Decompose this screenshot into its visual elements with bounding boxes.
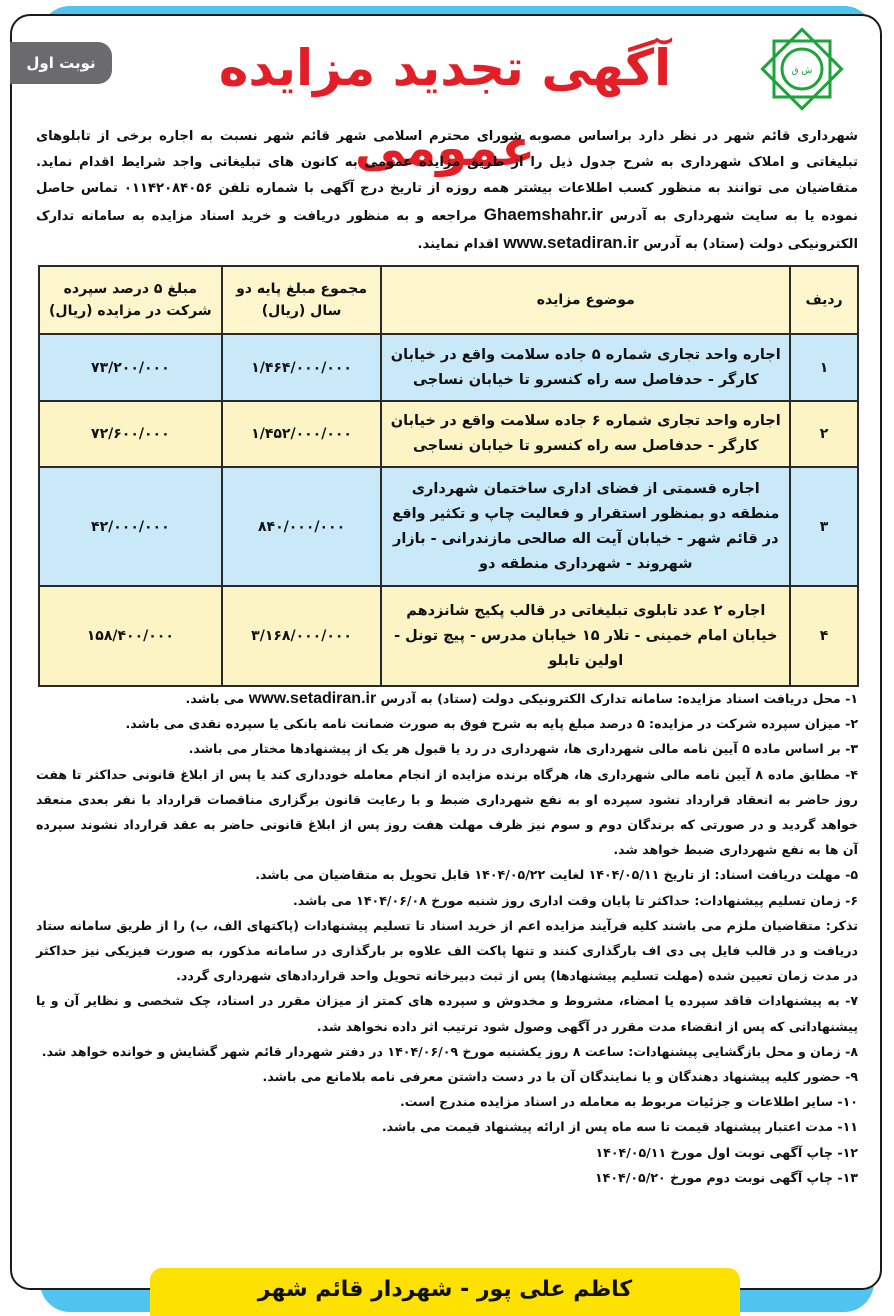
setad-website-link[interactable]: www.setadiran.ir <box>248 690 377 707</box>
row-deposit: ۴۲/۰۰۰/۰۰۰ <box>39 467 222 586</box>
note-8: ۸- زمان و محل بازگشایی پیشنهادات: ساعت ۸ روز یکشنبه مورخ ۱۴۰۴/۰۶/۰۹ در دفتر شهردار قائم شهر گشایش و خوانده خواهد شد. <box>41 1043 858 1059</box>
row-subject: اجاره واحد تجاری شماره ۵ جاده سلامت واقع در خیابان کارگر - حدفاصل سه راه کنسرو تا خیابان نساجی <box>381 334 790 401</box>
note-12: ۱۲- چاپ آگهی نوبت اول مورخ ۱۴۰۴/۰۵/۱۱ <box>595 1144 858 1160</box>
row-base-amount: ۱/۴۶۴/۰۰۰/۰۰۰ <box>222 334 382 401</box>
row-deposit: ۷۲/۶۰۰/۰۰۰ <box>39 401 222 467</box>
note-3: ۳- بر اساس ماده ۵ آیین نامه مالی شهرداری ها، شهرداری در رد یا قبول هر یک از پیشنهادها مختار می باشد. <box>188 741 858 757</box>
row-deposit: ۱۵۸/۴۰۰/۰۰۰ <box>39 586 222 686</box>
row-number: ۳ <box>790 467 858 586</box>
note-7: ۷- به پیشنهادات فاقد سپرده یا امضاء، مشروط و مخدوش و سپرده های کمتر از میزان مقرر در اسناد، چک شخصی و نظایر آن و یا پیشنهاداتی که پس از انقضاء مدت مقرر در آگهی وصول شود ترتیب اثر داده نخواهد شد. <box>36 993 858 1034</box>
table-header-row <box>39 266 858 334</box>
intro-paragraph <box>36 124 858 258</box>
note-13: ۱۳- چاپ آگهی نوبت دوم مورخ ۱۴۰۴/۰۵/۲۰ <box>595 1169 858 1185</box>
first-publication-badge: نوبت اول <box>10 42 112 84</box>
row-base-amount: ۸۴۰/۰۰۰/۰۰۰ <box>222 467 382 586</box>
table-row <box>39 467 858 586</box>
reminder-note: تذکر: متقاضیان ملزم می باشند کلیه فرآیند مزایده اعم از خرید اسناد تا تسلیم پیشنهادات (پاکتهای الف، ب) را از طریق سامانه ستاد دریافت و در قالب فایل پی دی اف بارگذاری کنند و تنها پاکت الف علاوه بر بارگذاری در سامانه مذکور، به صورت فیزیکی نیز حداکثر در مدت زمان تعیین شده (مهلت تسلیم پیشنهادها) پس از ثبت دبیرخانه تحویل واحد قراردادهای شهرداری گردد. <box>36 917 858 984</box>
note-6: ۶- زمان تسلیم پیشنهادات: حداکثر تا پایان وقت اداری روز شنبه مورخ ۱۴۰۴/۰۶/۰۸ می باشد. <box>292 892 858 908</box>
row-subject: اجاره واحد تجاری شماره ۶ جاده سلامت واقع در خیابان کارگر - حدفاصل سه راه کنسرو تا خیابان نساجی <box>381 401 790 467</box>
svg-text:ش ق: ش ق <box>791 66 813 76</box>
note-2: ۲- میزان سپرده شرکت در مزایده: ۵ درصد مبلغ پایه به شرح فوق به صورت ضمانت نامه بانکی یا سپرده نقدی می باشد. <box>125 716 858 732</box>
note-1 <box>36 686 858 711</box>
note-9: ۹- حضور کلیه پیشنهاد دهندگان و یا نمایندگان آن با در دست داشتن معرفی نامه بلامانع می باشد. <box>262 1069 858 1085</box>
row-subject: اجاره ۲ عدد تابلوی تبلیغاتی در قالب پکیج شانزدهم خیابان امام خمینی - تلار ۱۵ خیابان مدرس - پیچ تونل - اولین تابلو <box>381 586 790 686</box>
intro-text: شهرداری قائم شهر در نظر دارد براساس مصوبه شورای محترم اسلامی شهر قائم شهر نسبت به اجاره برخی از تابلوهای تبلیغاتی و املاک شهرداری به شرح جدول ذیل را از طریق مزایده عمومی به کانون های تبلیغاتی واجد شرایط اقدام نماید. متقاضیان می توانند به منظور کسب اطلاعات بیشتر همه روزه از تاریخ درج آگهی با شماره تلفن ۰۱۱۴۲۰۸۴۰۵۶ تماس حاصل نموده یا به سایت شهرداری به آدرس <box>36 129 858 224</box>
note-5: ۵- مهلت دریافت اسناد: از تاریخ ۱۴۰۴/۰۵/۱۱ لغایت ۱۴۰۴/۰۵/۲۲ قابل تحویل به متقاضیان می باشد. <box>255 867 858 883</box>
header-deposit: مبلغ ۵ درصد سپرده شرکت در مزایده (ریال) <box>39 266 222 334</box>
row-number: ۴ <box>790 586 858 686</box>
municipality-website-link[interactable]: Ghaemshahr.ir <box>483 205 603 224</box>
note-11: ۱۱- مدت اعتبار پیشنهاد قیمت تا سه ماه پس از ارائه پیشنهاد قیمت می باشد. <box>381 1119 858 1135</box>
conditions-list <box>36 686 858 1190</box>
header-subject: موضوع مزایده <box>381 266 790 334</box>
note-10: ۱۰- سایر اطلاعات و جزئیات مربوط به معامله در اسناد مزایده مندرج است. <box>399 1094 858 1110</box>
header-row-number: ردیف <box>790 266 858 334</box>
table-row <box>39 586 858 686</box>
note-4: ۴- مطابق ماده ۸ آیین نامه مالی شهرداری ها، هرگاه برنده مزایده از انجام معامله خودداری کند یا پس از ابلاغ قانونی حداکثر تا هفت روز حاضر به انعقاد قرارداد نشود سپرده او به نفع شهرداری ضبط و با رعایت قانون برگزاری مناقصات قرارداد با نفر بعدی منعقد خواهد گردید و در صورتی که برندگان دوم و سوم نیز ظرف مهلت هفت روز پس از ابلاغ قانونی حاضر به عقد قرارداد نشوند سپرده آن ها به نفع شهرداری ضبط خواهد شد. <box>36 766 858 858</box>
row-base-amount: ۱/۴۵۲/۰۰۰/۰۰۰ <box>222 401 382 467</box>
row-number: ۱ <box>790 334 858 401</box>
intro-text-2: مراجعه و به منظور دریافت و خرید اسناد مزایده به سامانه تدارک الکترونیکی دولت (ستاد) به آدرس <box>36 209 858 252</box>
row-deposit: ۷۳/۲۰۰/۰۰۰ <box>39 334 222 401</box>
header-base-amount: مجموع مبلغ پایه دو سال (ریال) <box>222 266 382 334</box>
row-number: ۲ <box>790 401 858 467</box>
setad-website-link[interactable]: www.setadiran.ir <box>503 233 639 252</box>
page-title: آگهی تجدید مزایده عمومی <box>218 39 672 177</box>
note-1-end: می باشد. <box>185 691 245 706</box>
intro-text-3: اقدام نمایند. <box>417 237 499 252</box>
row-subject: اجاره قسمتی از فضای اداری ساختمان شهرداری منطقه دو بمنظور استقرار و فعالیت چاپ و تکثیر واقع در قائم شهر - خیابان آیت اله صالحی مازندرانی - بازار شهروند - شهرداری منطقه دو <box>381 467 790 586</box>
table-row <box>39 334 858 401</box>
mayor-signature: کاظم علی پور - شهردار قائم شهر <box>150 1268 740 1316</box>
row-base-amount: ۳/۱۶۸/۰۰۰/۰۰۰ <box>222 586 382 686</box>
auction-table <box>38 265 859 687</box>
municipality-logo-icon <box>760 26 844 112</box>
note-1-text: ۱- محل دریافت اسناد مزایده: سامانه تدارک الکترونیکی دولت (ستاد) به آدرس <box>380 691 858 706</box>
table-row <box>39 401 858 467</box>
